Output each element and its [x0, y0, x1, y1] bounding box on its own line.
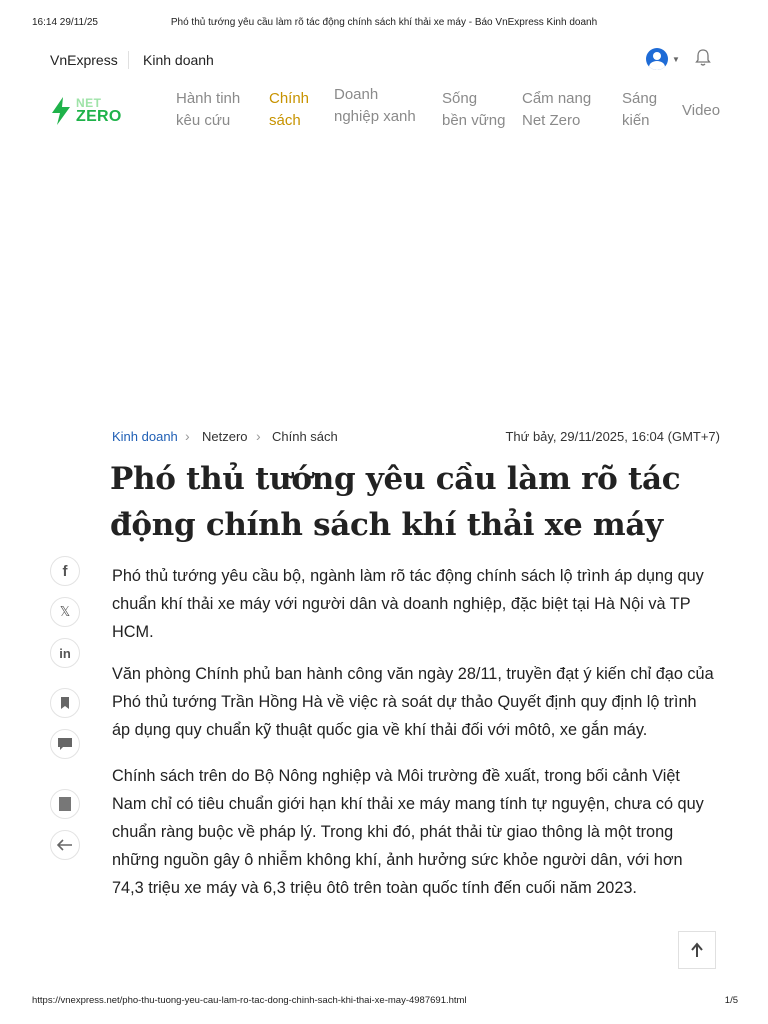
- arrow-up-icon: [689, 942, 705, 958]
- print-header: [0, 17, 768, 31]
- linkedin-icon[interactable]: in: [50, 638, 80, 668]
- user-avatar-icon[interactable]: [646, 48, 668, 70]
- nav-item-doanh-nghiep[interactable]: Doanh nghiệp xanh: [334, 86, 416, 125]
- print-footer: [0, 995, 768, 1009]
- chevron-down-icon[interactable]: ▼: [672, 55, 680, 64]
- nav-item-video[interactable]: Video: [682, 102, 721, 119]
- chevron-right-icon: ›: [185, 428, 190, 444]
- brand-link[interactable]: VnExpress: [50, 52, 118, 68]
- section-nav: [0, 88, 768, 138]
- nav-item-sang-kien[interactable]: Sáng kiến: [622, 90, 658, 129]
- breadcrumb-item-kinh-doanh[interactable]: Kinh doanh: [112, 429, 178, 444]
- logo-net-text: NET: [76, 96, 102, 110]
- print-datetime: 16:14 29/11/25: [32, 17, 98, 28]
- x-icon[interactable]: 𝕏: [50, 597, 80, 627]
- breadcrumb-item-chinh-sach[interactable]: Chính sách: [272, 429, 338, 444]
- top-bar: [50, 48, 720, 74]
- back-icon[interactable]: [50, 830, 80, 860]
- article-lead: Phó thủ tướng yêu cầu bộ, ngành làm rõ tác động chính sách lộ trình áp dụng quy chuẩn khí thải xe máy với người dân và doanh nghiệp, đặc biệt tại Hà Nội và TP HCM.: [112, 567, 704, 641]
- print-icon[interactable]: [50, 789, 80, 819]
- facebook-icon[interactable]: f: [50, 556, 80, 586]
- print-page-number: 1/5: [724, 995, 738, 1006]
- nav-item-song-ben-vung[interactable]: Sống bền vững: [442, 90, 506, 129]
- nav-item-hanh-tinh[interactable]: Hành tinh kêu cứu: [176, 90, 241, 129]
- nav-item-chinh-sach[interactable]: Chính sách: [269, 90, 310, 129]
- bell-icon[interactable]: [694, 48, 712, 68]
- logo-zero-text: ZERO: [76, 108, 122, 125]
- nav-item-cam-nang[interactable]: Cẩm nang Net Zero: [522, 90, 592, 129]
- topbar-divider: [128, 51, 129, 69]
- comment-icon[interactable]: [50, 729, 80, 759]
- chevron-right-icon: ›: [256, 428, 261, 444]
- print-page-title: Phó thủ tướng yêu cầu làm rõ tác động chính sách khí thải xe máy - Báo VnExpress Kinh doanh: [170, 17, 598, 28]
- article-paragraph: Văn phòng Chính phủ ban hành công văn ngày 28/11, truyền đạt ý kiến chỉ đạo của Phó thủ tướng Trần Hồng Hà về việc rà soát dự thảo Quyết định quy định lộ trình áp dụng quy chuẩn kỹ thuật quốc gia về khí thải đối với môtô, xe gắn máy.: [112, 665, 714, 739]
- article-paragraph: Chính sách trên do Bộ Nông nghiệp và Môi trường đề xuất, trong bối cảnh Việt Nam chỉ có tiêu chuẩn giới hạn khí thải xe máy mang tính tự nguyện, chưa có quy chuẩn ràng buộc về pháp lý. Trong khi đó, phát thải từ giao thông là một trong những nguồn gây ô nhiễm không khí, ảnh hưởng sức khỏe người dân, với hơn 74,3 triệu xe máy và 6,3 triệu ôtô trên toàn quốc tính đến cuối năm 2023.: [112, 767, 704, 897]
- bookmark-icon[interactable]: [50, 688, 80, 718]
- breadcrumb-item-netzero[interactable]: Netzero: [202, 429, 248, 444]
- section-link[interactable]: Kinh doanh: [143, 52, 214, 68]
- print-url: https://vnexpress.net/pho-thu-tuong-yeu-cau-lam-ro-tac-dong-chinh-sach-khi-thai-xe-may-4987691.html: [32, 995, 467, 1006]
- article-title: Phó thủ tướng yêu cầu làm rõ tác động chính sách khí thải xe máy: [110, 461, 681, 543]
- scroll-top-button[interactable]: [678, 931, 716, 969]
- publish-date: Thứ bảy, 29/11/2025, 16:04 (GMT+7): [505, 429, 720, 444]
